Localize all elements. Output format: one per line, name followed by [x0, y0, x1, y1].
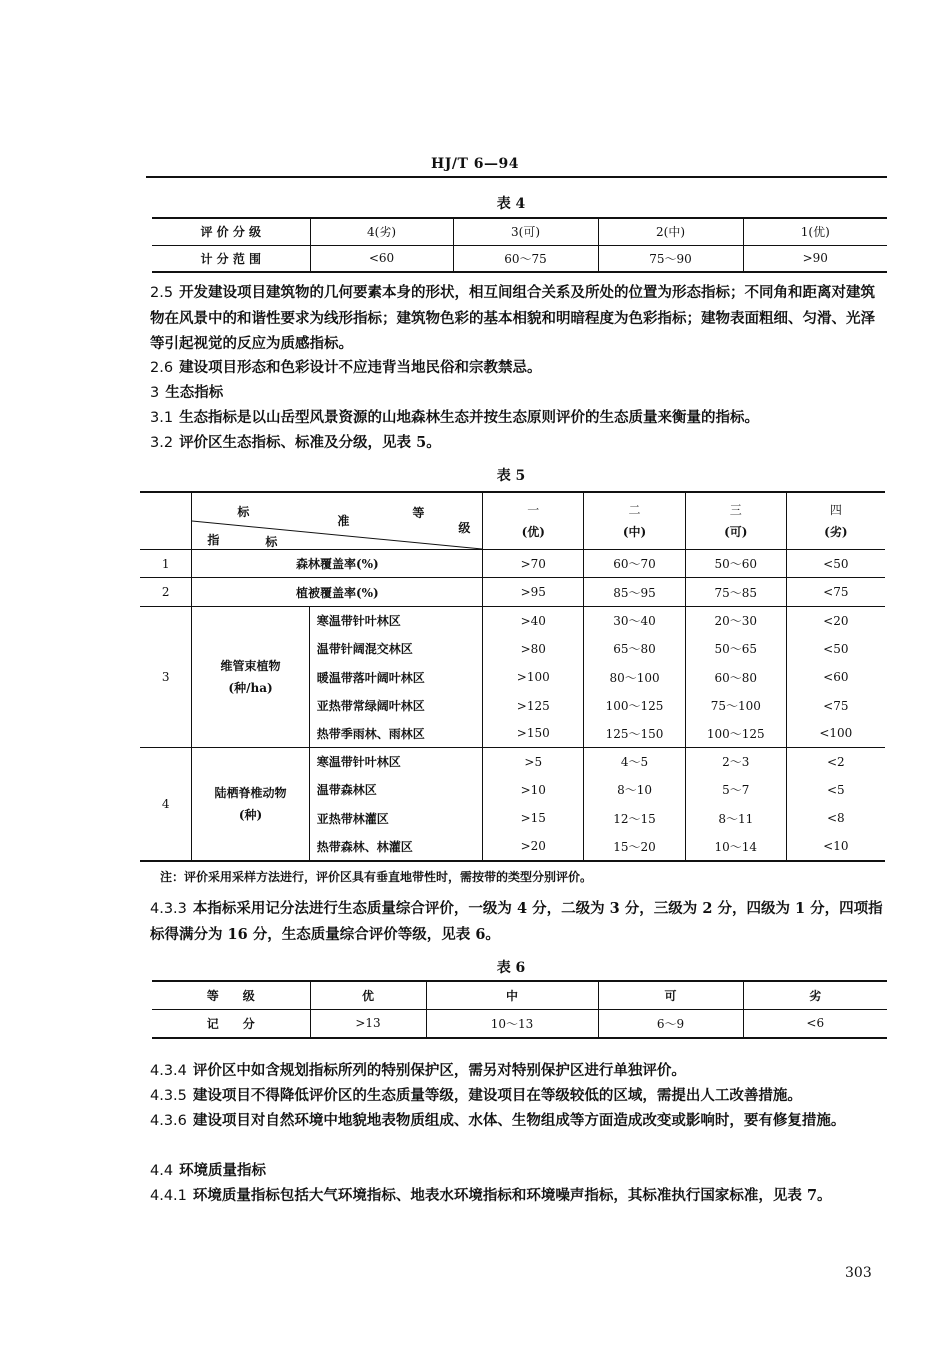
paragraph-text: 建设项目形态和色彩设计不应违背当地民俗和宗教禁忌。 [179, 359, 542, 376]
table5-diagonal-header [192, 492, 483, 550]
grade-label: (中) [622, 525, 647, 539]
paragraph-text: 建设项目对自然环境中地貌地表物质组成、水体、生物组成等方面造成改变或影响时，要有修复措施。 [192, 1112, 846, 1129]
table5 [140, 491, 885, 862]
value-cell: 8～11 [685, 804, 786, 833]
table6-row [152, 1009, 887, 1038]
indicator-unit: (种/ha) [228, 681, 273, 695]
paragraph-2-5 [150, 280, 888, 356]
page-number: 303 [845, 1265, 872, 1281]
table4-cell: 评 价 分 级 [152, 218, 310, 245]
table6-cell: 优 [310, 981, 426, 1009]
grade-number: 一 [527, 503, 540, 517]
zone-label: 亚热带常绿阔叶林区 [309, 692, 483, 720]
table4 [152, 217, 887, 273]
grade-number: 四 [829, 503, 842, 517]
diagonal-label: 准 [337, 514, 350, 528]
table4-row [152, 218, 887, 245]
paragraph-text: 本指标采用记分法进行生态质量综合评价，一级为 4 分，二级为 3 分，三级为 2 分，四级为 1 分，四项指标得满分为 16 分，生态质量综合评价等级，见表 6。 [150, 900, 883, 943]
grade-header [786, 492, 885, 550]
value-cell: <8 [826, 811, 845, 825]
table4-cell: 4(劣) [310, 218, 453, 245]
indicator-label [192, 607, 309, 748]
value-cell: <20 [823, 613, 849, 628]
zone-label: 热带森林、林灌区 [309, 833, 483, 861]
table4-cell: 60～75 [453, 245, 598, 272]
value-cell: >150 [483, 720, 584, 748]
diagonal-header-box [192, 493, 482, 549]
value-cell: 65～80 [584, 635, 686, 663]
table4-cell: <60 [310, 245, 453, 272]
paragraph-3-2 [150, 430, 888, 456]
zone-label: 温带针阔混交林区 [309, 635, 483, 663]
table6-cell: 6～9 [598, 1009, 743, 1038]
row-number: 3 [140, 607, 192, 748]
row-number: 2 [140, 578, 192, 607]
diagonal-label: 级 [458, 521, 471, 535]
grade-header [584, 492, 686, 550]
indicator-name: 维管束植物 [220, 659, 281, 673]
value-cell: 12～15 [584, 804, 686, 833]
value-cell: 60～80 [685, 663, 786, 692]
paragraph-2-6 [150, 355, 888, 381]
value-cell: >125 [483, 692, 584, 720]
clause-number: 3.1 [150, 410, 174, 426]
value-cell: 60～70 [584, 550, 686, 578]
value-cell: <100 [786, 720, 885, 748]
value-cell: >95 [483, 578, 584, 607]
indicator-label: 森林覆盖率(%) [192, 550, 483, 578]
paragraph-text: 建设项目不得降低评价区的生态质量等级，建设项目在等级较低的区域，需提出人工改善措施。 [192, 1087, 802, 1104]
heading-text: 生态指标 [165, 384, 224, 401]
paragraph-text: 开发建设项目建筑物的几何要素本身的形状，相互间组合关系及所处的位置为形态指标；不同角和距离对建筑物在风景中的和谐性要求为线形指标；建筑物色彩的基本相貌和明暗程度为色彩指标；建物表面粗细、匀滑、光泽等引起视觉的反应为质感指标。 [150, 284, 876, 352]
value-cell: >100 [483, 663, 584, 692]
paragraph-4-3-4 [150, 1058, 888, 1084]
clause-number: 4.3.3 [150, 901, 187, 917]
value-cell: 8～10 [584, 776, 686, 804]
table5-row [140, 550, 885, 578]
value-cell: >80 [483, 635, 584, 663]
value-cell: <50 [823, 641, 849, 656]
header-rule [146, 176, 887, 178]
grade-header [483, 492, 584, 550]
paragraph-text: 评价区生态指标、标准及分级，见表 5。 [179, 434, 441, 451]
value-cell: <2 [826, 754, 845, 769]
table6-cell: 可 [598, 981, 743, 1009]
zone-label: 热带季雨林、雨林区 [309, 720, 483, 748]
table6-cell: 记 分 [152, 1009, 310, 1038]
table5-caption: 表 5 [496, 468, 526, 484]
paragraph-text: 环境质量指标包括大气环境指标、地表水环境指标和环境噪声指标，其标准执行国家标准，见表 7。 [192, 1187, 832, 1204]
clause-number: 3 [150, 385, 160, 401]
heading-4-4 [150, 1158, 888, 1184]
zone-label: 寒温带针叶林区 [309, 607, 483, 635]
paragraph-text: 评价区中如含规划指标所列的特别保护区，需另对特别保护区进行单独评价。 [192, 1062, 686, 1079]
value-cell: 10～14 [685, 833, 786, 861]
diagonal-label: 指 [207, 533, 220, 547]
value-cell: 80～100 [584, 663, 686, 692]
value-cell: <60 [823, 670, 849, 684]
value-cell: >15 [483, 804, 584, 833]
table6-cell: 中 [426, 981, 598, 1009]
value-cell: 5～7 [685, 776, 786, 804]
document-header: HJ/T 6—94 [431, 156, 519, 172]
table6-cell: 劣 [743, 981, 887, 1009]
clause-number: 2.5 [150, 285, 174, 301]
value-cell: 4～5 [584, 748, 686, 776]
heading-text: 环境质量指标 [179, 1162, 267, 1179]
indicator-unit: (种) [238, 807, 263, 822]
clause-number: 4.3.5 [150, 1088, 187, 1104]
zone-label: 亚热带林灌区 [309, 804, 483, 833]
table4-cell: >90 [802, 251, 828, 266]
value-cell: 2～3 [685, 748, 786, 776]
clause-number: 4.3.4 [150, 1063, 187, 1079]
value-cell: 100～125 [685, 720, 786, 748]
value-cell: 50～65 [685, 635, 786, 663]
table6-cell: 等 级 [152, 981, 310, 1009]
table6-cell: 10～13 [426, 1009, 598, 1038]
paragraph-text: 生态指标是以山岳型风景资源的山地森林生态并按生态原则评价的生态质量来衡量的指标。 [179, 409, 760, 426]
indicator-label: 植被覆盖率(%) [192, 578, 483, 607]
table5-note: 注：评价采用采样方法进行，评价区具有垂直地带性时，需按带的类型分别评价。 [160, 870, 593, 884]
table6-cell: >13 [310, 1009, 426, 1038]
value-cell: 30～40 [584, 607, 686, 635]
zone-label: 寒温带针叶林区 [309, 748, 483, 776]
heading-3 [150, 380, 888, 406]
clause-number: 2.6 [150, 360, 174, 376]
table4-row [152, 245, 887, 272]
row-number: 4 [140, 748, 192, 861]
table5-header-row [140, 492, 885, 550]
grade-number: 二 [628, 503, 641, 517]
value-cell: <75 [823, 698, 849, 713]
table5-row [140, 578, 885, 607]
value-cell: >10 [483, 776, 584, 804]
row-number: 1 [140, 550, 192, 578]
diagonal-label: 标 [237, 505, 250, 519]
paragraph-4-3-5 [150, 1083, 888, 1109]
grade-label: (劣) [824, 525, 848, 539]
clause-number: 3.2 [150, 435, 174, 451]
zone-label: 温带森林区 [309, 776, 483, 804]
table6-caption: 表 6 [496, 960, 526, 976]
value-cell: >5 [483, 748, 584, 776]
table4-cell: 计 分 范 围 [152, 245, 310, 272]
indicator-label [192, 748, 309, 861]
value-cell: 15～20 [584, 833, 686, 861]
table6 [152, 980, 887, 1039]
clause-number: 4.4 [150, 1163, 174, 1179]
table6-row [152, 981, 887, 1009]
value-cell: 20～30 [685, 607, 786, 635]
value-cell: 125～150 [584, 720, 686, 748]
grade-header [685, 492, 786, 550]
clause-number: 4.4.1 [150, 1188, 187, 1204]
value-cell: 50～60 [685, 550, 786, 578]
value-cell: <5 [826, 782, 845, 797]
table4-cell: 75～90 [598, 245, 743, 272]
paragraph-4-3-6 [150, 1108, 888, 1134]
zone-label: 暖温带落叶阔叶林区 [309, 663, 483, 692]
value-cell: 85～95 [584, 578, 686, 607]
table4-cell: 1(优) [743, 218, 887, 245]
value-cell: <50 [786, 550, 885, 578]
clause-number: 4.3.6 [150, 1113, 187, 1129]
paragraph-3-1 [150, 405, 888, 431]
table4-cell: 2(中) [598, 218, 743, 245]
value-cell: >40 [483, 607, 584, 635]
paragraph-4-3-3 [150, 896, 888, 947]
diagonal-label: 标 [265, 535, 278, 549]
value-cell: <75 [786, 578, 885, 607]
grade-number: 三 [729, 503, 742, 517]
grade-label: (可) [724, 525, 748, 539]
table4-cell: 3(可) [453, 218, 598, 245]
table5-corner [140, 492, 192, 550]
value-cell: 75～85 [685, 578, 786, 607]
table5-row [140, 748, 885, 776]
value-cell: >20 [483, 833, 584, 861]
paragraph-4-4-1 [150, 1183, 888, 1209]
table4-caption: 表 4 [496, 196, 526, 212]
value-cell: 100～125 [584, 692, 686, 720]
table5-row [140, 607, 885, 635]
diagonal-label: 等 [412, 506, 425, 520]
indicator-name: 陆栖脊椎动物 [214, 785, 287, 800]
table6-cell: <6 [806, 1016, 825, 1031]
value-cell: 75～100 [685, 692, 786, 720]
value-cell: <10 [823, 839, 849, 853]
value-cell: >70 [483, 550, 584, 578]
grade-label: (优) [521, 525, 545, 539]
